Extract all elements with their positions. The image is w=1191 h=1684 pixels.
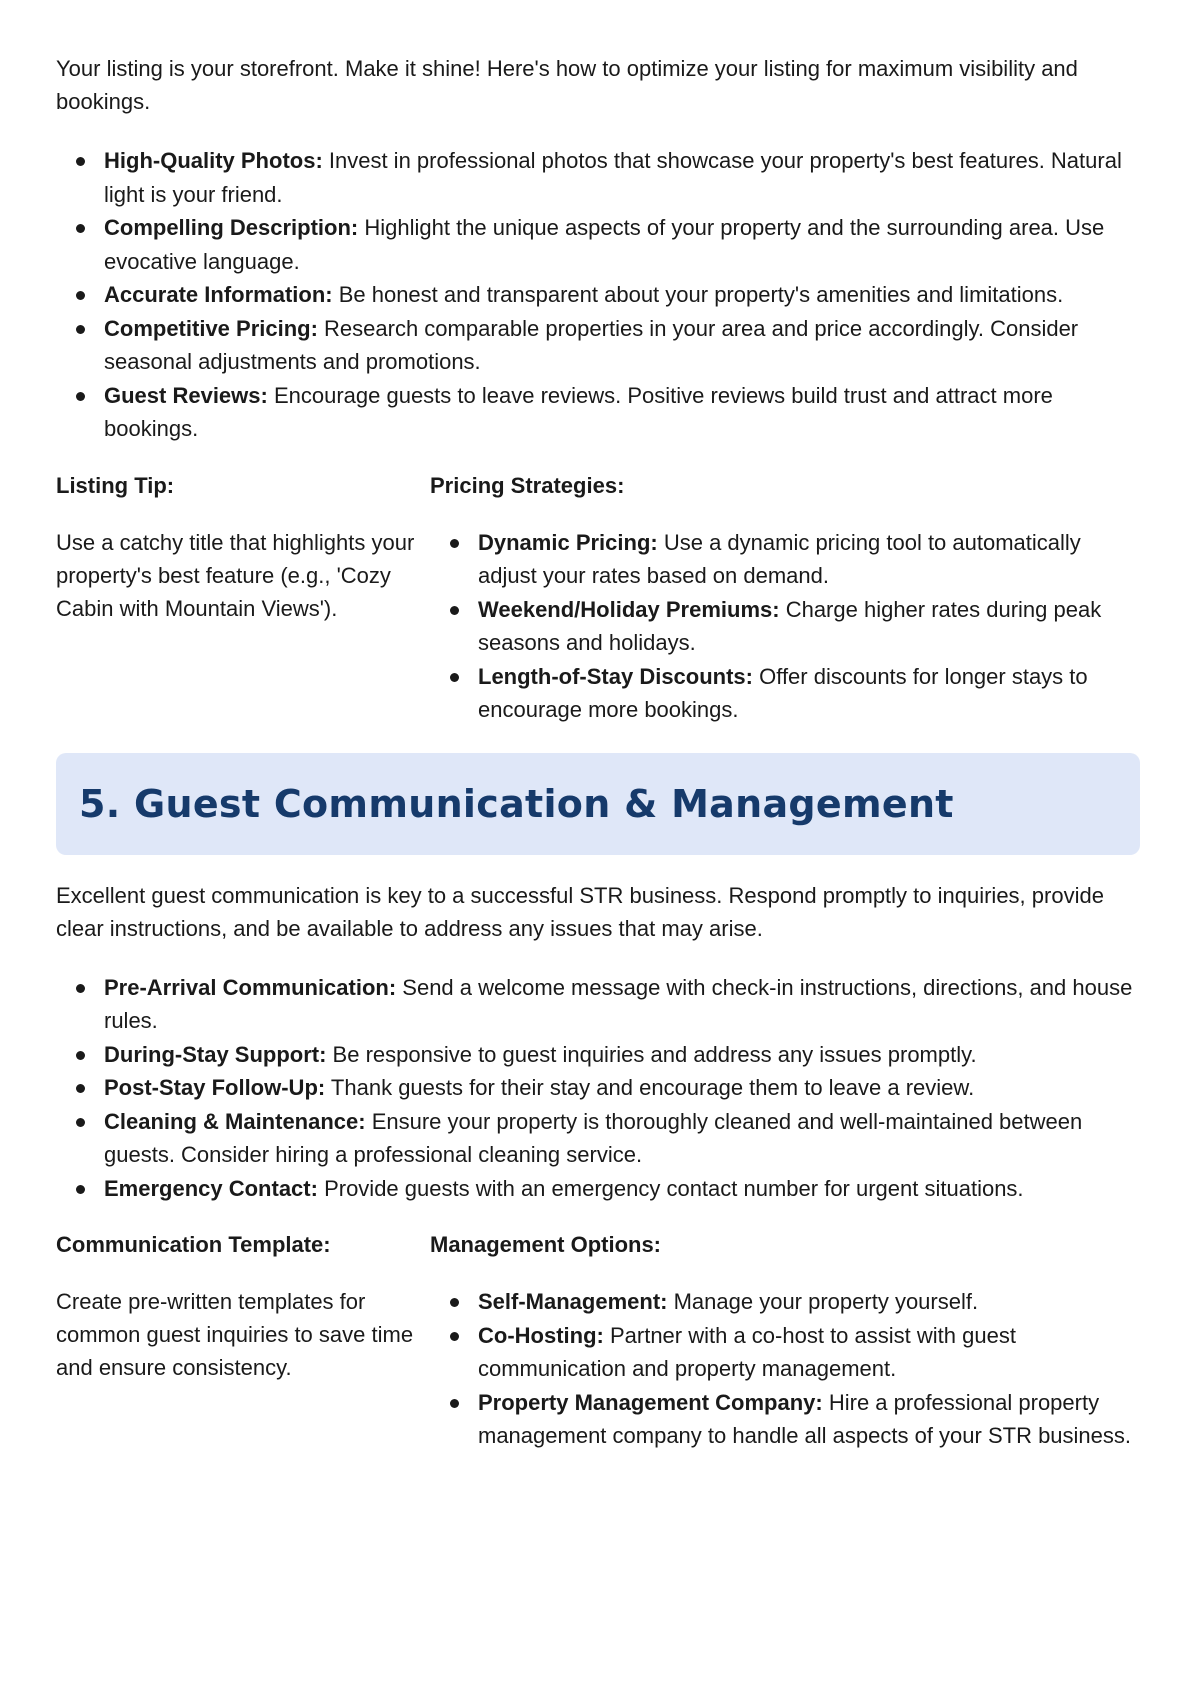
list-item-text: Send a welcome message with check-in instructions, directions, and house rules. bbox=[104, 974, 1133, 1033]
list-item-term: Length-of-Stay Discounts: bbox=[478, 663, 753, 689]
list-item bbox=[430, 593, 1140, 660]
list-item-text: Hire a professional property management company to handle all aspects of your STR business. bbox=[478, 1389, 1132, 1448]
list-item bbox=[56, 312, 1140, 379]
list-item-term: Competitive Pricing: bbox=[104, 315, 318, 341]
list-item-term: Accurate Information: bbox=[104, 282, 333, 307]
list-item bbox=[430, 1285, 1140, 1319]
list-item-text: Ensure your property is thoroughly cleaned and well-maintained between guests. Consider hiring a professional cleaning service. bbox=[104, 1108, 1083, 1167]
list-item-text: Provide guests with an emergency contact number for urgent situations. bbox=[317, 1175, 1024, 1201]
list-item-term: Pre-Arrival Communication: bbox=[104, 974, 397, 1000]
management-options-column bbox=[430, 1230, 1140, 1453]
list-item bbox=[430, 660, 1140, 727]
list-item bbox=[56, 144, 1140, 211]
list-item-text: Partner with a co-host to assist with guest communication and property management. bbox=[478, 1322, 1016, 1381]
section-heading-banner bbox=[56, 753, 1140, 855]
list-item-term: Self-Management: bbox=[478, 1289, 668, 1314]
management-two-column bbox=[56, 1230, 1140, 1453]
list-item bbox=[56, 379, 1140, 446]
list-item-text: Charge higher rates during peak seasons and holidays. bbox=[478, 596, 1102, 655]
list-item bbox=[56, 1038, 1140, 1072]
list-item bbox=[430, 1319, 1140, 1386]
list-item bbox=[56, 211, 1140, 278]
list-item-text: Encourage guests to leave reviews. Positive reviews build trust and attract more bookings. bbox=[104, 382, 1053, 441]
pricing-strategies-title: Pricing Strategies: bbox=[430, 472, 625, 498]
management-options-list bbox=[430, 1285, 1140, 1453]
list-item-term: Weekend/Holiday Premiums: bbox=[478, 596, 780, 622]
listing-intro: Your listing is your storefront. Make it shine! Here's how to optimize your listing for maximum visibility and bookings. bbox=[56, 56, 1078, 114]
list-item bbox=[56, 1105, 1140, 1172]
list-item bbox=[56, 1172, 1140, 1206]
list-item-text: Manage your property yourself. bbox=[667, 1289, 979, 1314]
pricing-strategies-list bbox=[430, 526, 1140, 727]
list-item-term: During-Stay Support: bbox=[104, 1041, 327, 1067]
guest-communication-list bbox=[56, 971, 1140, 1206]
list-item bbox=[56, 1071, 1140, 1105]
section-heading: 5. Guest Communication & Management bbox=[79, 781, 954, 826]
listing-tip-column bbox=[56, 471, 430, 727]
list-item-text: Thank guests for their stay and encourage them to leave a review. bbox=[325, 1075, 975, 1100]
list-item-term: Guest Reviews: bbox=[104, 382, 268, 408]
listing-two-column bbox=[56, 471, 1140, 727]
list-item-term: Co-Hosting: bbox=[478, 1322, 604, 1348]
pricing-strategies-column bbox=[430, 471, 1140, 727]
list-item bbox=[56, 971, 1140, 1038]
list-item-text: Use a dynamic pricing tool to automatically adjust your rates based on demand. bbox=[478, 529, 1081, 588]
list-item-term: Cleaning & Maintenance: bbox=[104, 1108, 366, 1134]
list-item-term: High-Quality Photos: bbox=[104, 148, 323, 173]
list-item-text: Be responsive to guest inquiries and address any issues promptly. bbox=[326, 1041, 977, 1067]
list-item-text: Offer discounts for longer stays to encourage more bookings. bbox=[478, 663, 1088, 722]
list-item-text: Invest in professional photos that showcase your property's best features. Natural light is your friend. bbox=[104, 148, 1122, 207]
list-item-term: Property Management Company: bbox=[478, 1389, 823, 1415]
list-item-term: Dynamic Pricing: bbox=[478, 529, 658, 555]
list-item bbox=[430, 526, 1140, 593]
list-item-text: Highlight the unique aspects of your property and the surrounding area. Use evocative language. bbox=[104, 215, 1105, 274]
list-item-term: Emergency Contact: bbox=[104, 1175, 318, 1201]
listing-optimization-list bbox=[56, 144, 1140, 446]
communication-template-column bbox=[56, 1230, 430, 1453]
list-item-term: Post-Stay Follow-Up: bbox=[104, 1075, 326, 1100]
communication-template-title: Communication Template: bbox=[56, 1232, 331, 1257]
list-item bbox=[56, 278, 1140, 312]
listing-tip-title: Listing Tip: bbox=[56, 472, 175, 498]
communication-template-text: Create pre-written templates for common guest inquiries to save time and ensure consistency. bbox=[56, 1289, 414, 1380]
list-item-term: Compelling Description: bbox=[104, 215, 359, 240]
listing-tip-text: Use a catchy title that highlights your property's best feature (e.g., 'Cozy Cabin with Mountain Views'). bbox=[56, 529, 415, 621]
document-page bbox=[56, 52, 1140, 1453]
section-intro: Excellent guest communication is key to a successful STR business. Respond promptly to inquiries, provide clear instructions, and be available to address any issues that may arise. bbox=[56, 882, 1104, 941]
management-options-title: Management Options: bbox=[430, 1232, 662, 1257]
list-item-text: Research comparable properties in your area and price accordingly. Consider seasonal adjustments and promotions. bbox=[104, 315, 1079, 374]
list-item bbox=[430, 1386, 1140, 1453]
list-item-text: Be honest and transparent about your property's amenities and limitations. bbox=[332, 282, 1064, 307]
